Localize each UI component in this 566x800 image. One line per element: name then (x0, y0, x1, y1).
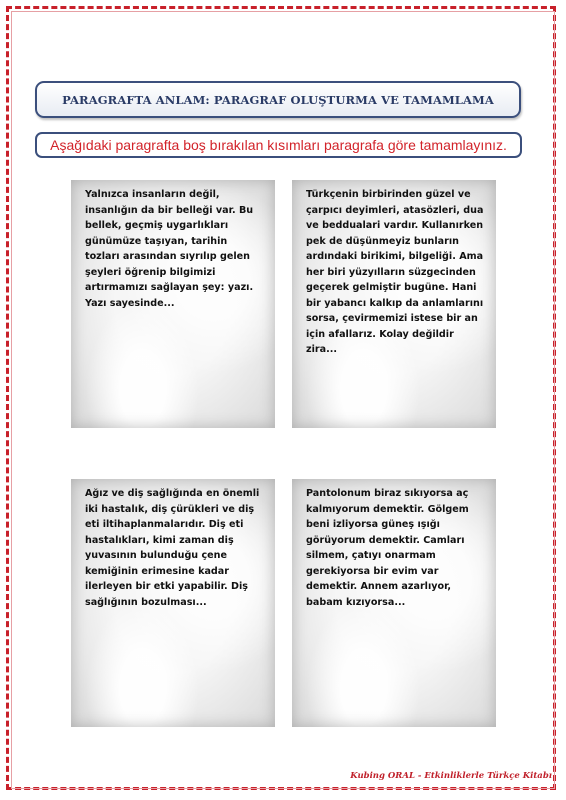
paragraph-card-4 (292, 479, 496, 727)
instruction-banner (35, 132, 522, 158)
paragraph-card-2 (292, 180, 496, 428)
title-banner (35, 81, 521, 118)
paragraph-text-3: Ağız ve diş sağlığında en önemli iki hastalık, diş çürükleri ve diş eti iltihaplanmalarıdır. Diş eti hastalıkları, kimi zaman diş yuvasının bulunduğu çene kemiğinin erimesine kadar ilerleyen bir etki yapabilir. Diş sağlığının bozulması... (85, 488, 260, 608)
paragraph-card-1 (71, 180, 275, 428)
page-title: PARAGRAFTA ANLAM: PARAGRAF OLUŞTURMA VE TAMAMLAMA (62, 92, 494, 107)
instruction-text: Aşağıdaki paragrafta boş bırakılan kısımları paragrafa göre tamamlayınız. (50, 137, 507, 153)
paragraph-text-2: Türkçenin birbirinden güzel ve çarpıcı deyimleri, atasözleri, dua ve beddualari vardır. Kullanırken pek de düşünmeyiz bunların ardındaki birikimi, bilgeliği. Ama her biri yüzyılların süzgecinden geçerek gelmiştir bugüne. Hani bir yabancı kalkıp da anlamlarını sorsa, çevirmemizi istese bir an için afallarız. Kolay değildir zira... (306, 189, 484, 355)
paragraph-card-3 (71, 479, 275, 727)
paragraph-text-1: Yalnızca insanların değil, insanlığın da bir belleği var. Bu bellek, geçmiş uygarlıkları günümüze taşıyan, tarihin tozları arasından sıyrılıp gelen şeyleri öğrenip bilgimizi artırmamızı sağlayan şey: yazı. Yazı sayesinde... (85, 189, 254, 309)
footer-credit: Kubing ORAL - Etkinliklerle Türkçe Kitabı (350, 771, 552, 781)
paragraph-text-4: Pantolonum biraz sıkıyorsa aç kalmıyorum demektir. Gölgem beni izliyorsa güneş ışığı görüyorum demektir. Camları silmem, çatıyı onarmam gerekiyorsa bir evim var demektir. Annem azarlıyor, babam kızıyorsa... (306, 488, 469, 608)
